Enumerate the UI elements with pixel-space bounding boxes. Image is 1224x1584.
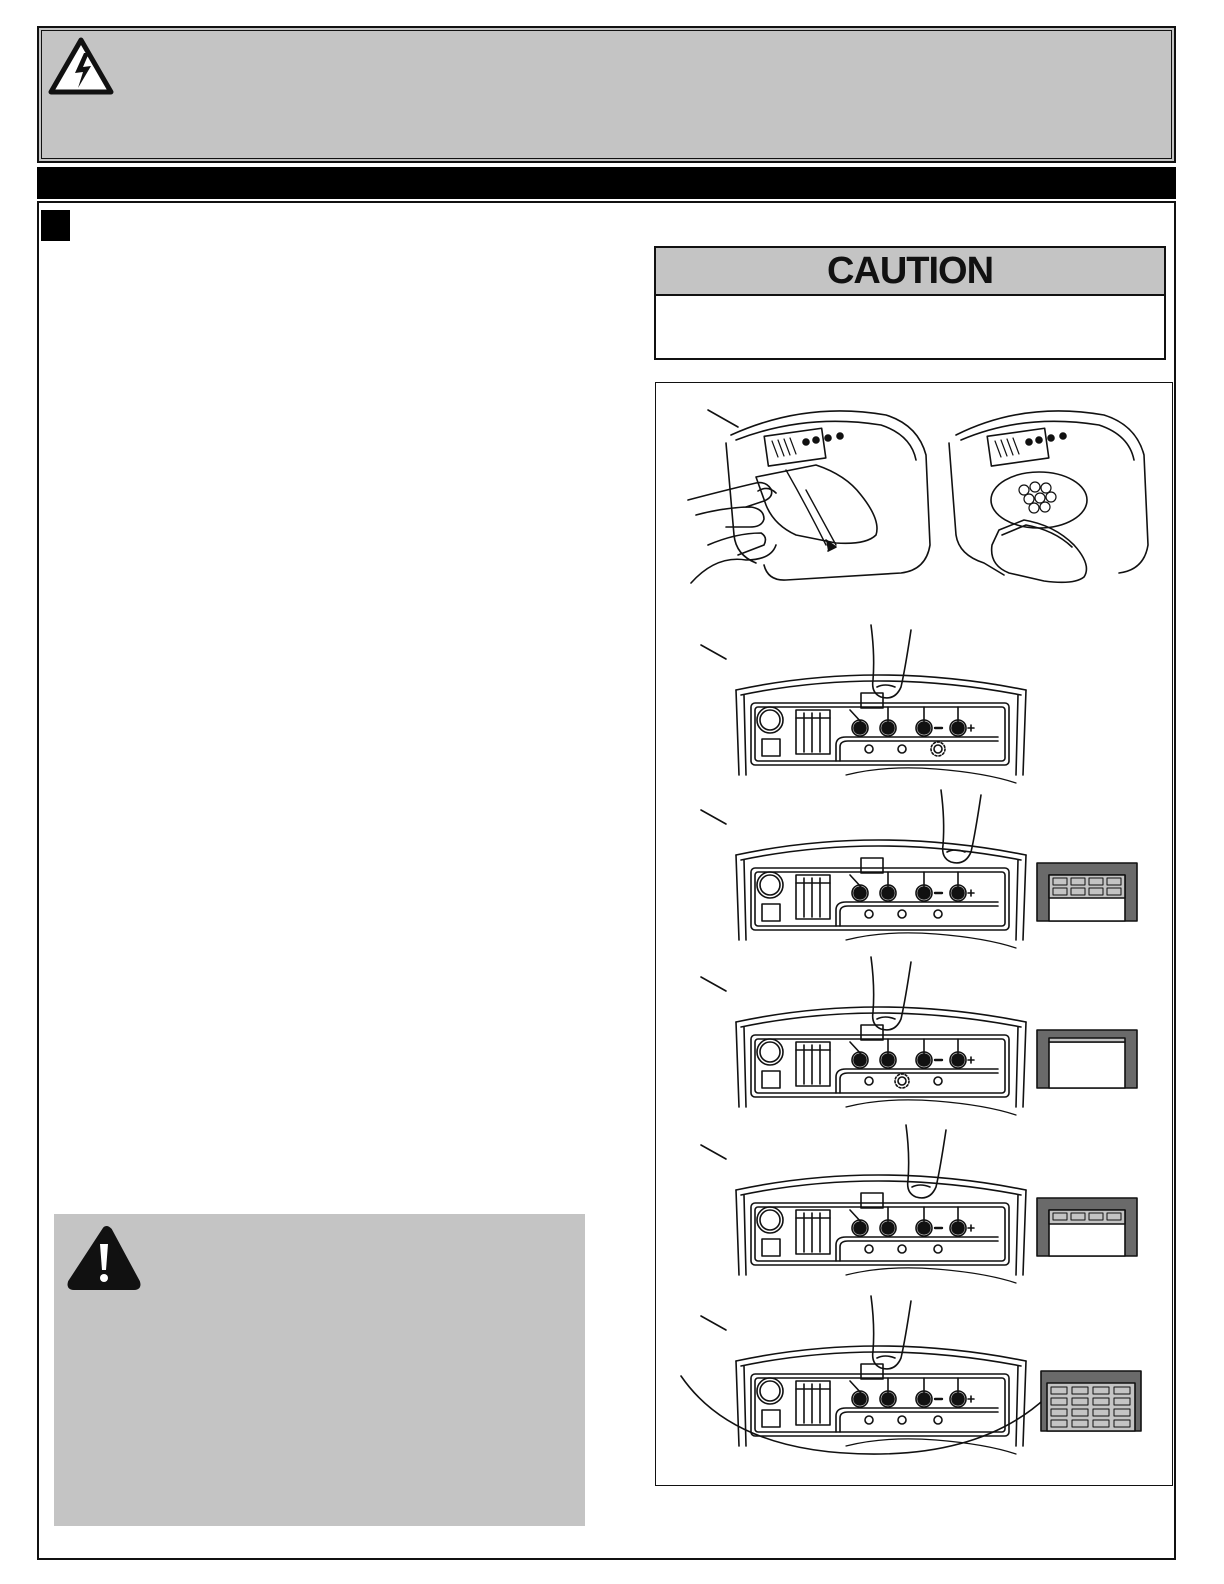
lightning-warning-icon [47, 36, 127, 106]
control-panel-step-5 [701, 1125, 1026, 1283]
caution-heading: CAUTION [826, 250, 994, 292]
garage-door-partly-open-5 [1037, 1198, 1137, 1256]
electrical-warning-box [37, 26, 1176, 163]
garage-door-closed-6 [1041, 1371, 1141, 1431]
caution-box [654, 246, 1166, 360]
garage-door-partly-open-3 [1037, 863, 1137, 921]
warning-box [54, 1214, 585, 1526]
control-panel-step-3 [701, 790, 1026, 948]
opener-cover-open-illustration [688, 410, 930, 583]
section-title-bar [37, 167, 1176, 199]
figure-frame [655, 382, 1173, 1486]
caution-header [656, 248, 1164, 296]
figure-illustrations [656, 383, 1174, 1487]
exclamation-warning-icon [66, 1222, 156, 1302]
control-panel-step-2 [701, 625, 1026, 783]
step-number-box [41, 210, 70, 241]
control-panel-step-6 [681, 1296, 1066, 1454]
opener-light-exposed-illustration [949, 411, 1148, 582]
garage-door-open-4 [1037, 1030, 1137, 1088]
control-panel-step-4 [701, 957, 1026, 1115]
